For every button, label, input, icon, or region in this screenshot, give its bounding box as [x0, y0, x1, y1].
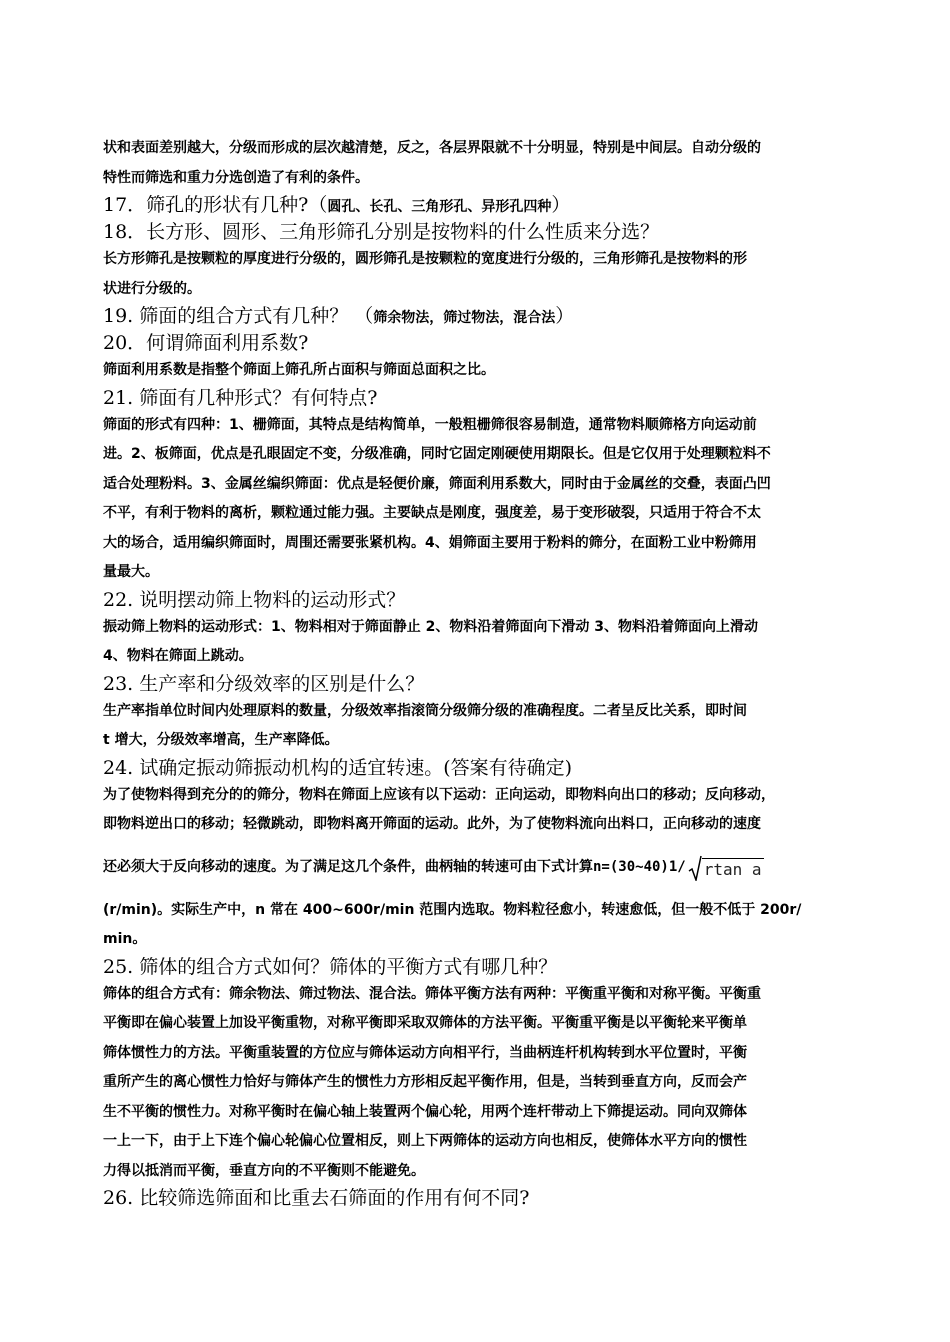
question-heading: [103, 1186, 853, 1211]
question-text: 25. 筛体的组合方式如何？筛体的平衡方式有哪几种？: [103, 955, 558, 978]
square-root-radicand: rtan a: [703, 859, 762, 879]
question-tail: ）: [551, 194, 571, 216]
answer-line: 为了使物料得到充分的的筛分，物料在筛面上应该有以下运动：正向运动，即物料向出口的移动；反向移动，: [103, 786, 775, 803]
question-heading: [103, 193, 853, 220]
square-root-symbol: [688, 855, 764, 881]
question-text: 21. 筛面有几种形式？有何特点?: [103, 386, 378, 409]
answer-line: 筛面的形式有四种：1、栅筛面，其特点是结构简单，一般粗栅筛很容易制造，通常物料顺筛格方向运动前: [103, 416, 757, 433]
answer-paragraph: [103, 697, 853, 756]
answer-line: 振动筛上物料的运动形式：1、物料相对于筛面静止 2、物料沿着筛面向下滑动 3、物料沿着筛面向上滑动: [103, 618, 758, 635]
answer-line: 筛体惯性力的方法。平衡重装置的方位应与筛体运动方向相平行，当曲柄连杆机构转到水平位置时，平衡: [103, 1044, 747, 1061]
formula-expression: n=(30~40)1/: [593, 858, 686, 875]
question-text: 19. 筛面的组合方式有几种？ （: [103, 305, 374, 327]
question-text: 20．何谓筛面利用系数?: [103, 332, 309, 354]
answer-line: 即物料逆出口的移动；轻微跳动，即物料离开筛面的运动。此外，为了使物料流向出料口，正向移动的速度: [103, 816, 761, 832]
answer-line: t 增大，分级效率增高，生产率降低。: [103, 732, 339, 748]
question-text: 26. 比较筛选筛面和比重去石筛面的作用有何不同?: [103, 1187, 530, 1209]
answer-line: 量最大。: [103, 564, 159, 580]
answer-paragraph: [103, 134, 853, 193]
answer-paragraph: [103, 980, 853, 1187]
answer-paragraph: [103, 781, 853, 840]
answer-paragraph: [103, 896, 853, 955]
question-text: 24. 试确定振动筛振动机构的适宜转速。(答案有待确定): [103, 756, 573, 779]
question-heading: [103, 304, 853, 331]
question-heading: [103, 386, 853, 411]
question-heading: [103, 331, 853, 356]
answer-line: 生产率指单位时间内处理原料的数量，分级效率指滚筒分级筛分级的准确程度。二者呈反比关系，即时间: [103, 702, 747, 719]
question-heading: [103, 588, 853, 613]
formula-lead-text: 还必须大于反向移动的速度。为了满足这几个条件，曲柄轴的转速可由下式计算: [103, 858, 593, 875]
question-text: 17．筛孔的形状有几种?（: [103, 194, 328, 216]
answer-line: 特性而筛选和重力分选创造了有利的条件。: [103, 169, 369, 186]
question-heading: [103, 955, 853, 980]
formula-paragraph: [103, 840, 853, 896]
answer-line: 大的场合，适用编织筛面时，周围还需要张紧机构。4、娟筛面主要用于粉料的筛分，在面粉工业中粉筛用: [103, 534, 757, 551]
answer-line: 一上一下，由于上下连个偏心轮偏心位置相反，则上下两筛体的运动方向也相反，使筛体水平方向的惯性: [103, 1133, 747, 1149]
answer-paragraph: [103, 411, 853, 588]
answer-line: min。: [103, 931, 147, 947]
question-tail: ）: [555, 305, 575, 327]
question-inline-answer: 筛余物法，筛过物法，混合法: [373, 310, 556, 326]
document-body: [103, 134, 853, 1211]
answer-line: 平衡即在偏心装置上加设平衡重物，对称平衡即采取双筛体的方法平衡。平衡重平衡是以平衡轮来平衡单: [103, 1015, 747, 1031]
answer-paragraph: [103, 613, 853, 672]
answer-line: 筛面利用系数是指整个筛面上筛孔所占面积与筛面总面积之比。: [103, 362, 495, 378]
answer-line: 生不平衡的惯性力。对称平衡时在偏心轴上装置两个偏心轮，用两个连杆带动上下筛提运动。同向双筛体: [103, 1103, 747, 1120]
question-inline-answer: 圆孔、长孔、三角形孔、异形孔四种: [327, 199, 552, 215]
answer-line: (r/min)。实际生产中，n 常在 400~600r/min 范围内选取。物料粒径愈小，转速愈低，但一般不低于 200r/: [103, 901, 802, 918]
answer-line: 不平，有利于物料的离析，颗粒通过能力强。主要缺点是刚度，强度差，易于变形破裂，只适用于符合不太: [103, 505, 761, 521]
question-text: 18．长方形、圆形、三角形筛孔分别是按物料的什么性质来分选？: [103, 221, 660, 243]
question-text: 23. 生产率和分级效率的区别是什么？: [103, 672, 425, 695]
answer-line: 状进行分级的。: [103, 280, 201, 297]
question-heading: [103, 672, 853, 697]
answer-line: 长方形筛孔是按颗粒的厚度进行分级的，圆形筛孔是按颗粒的宽度进行分级的，三角形筛孔是按物料的形: [103, 251, 747, 267]
question-heading: [103, 756, 853, 781]
answer-line: 力得以抵消而平衡，垂直方向的不平衡则不能避免。: [103, 1162, 425, 1179]
answer-line: 适合处理粉料。3、金属丝编织筛面：优点是轻便价廉，筛面利用系数大，同时由于金属丝的交叠，表面凸凹: [103, 475, 771, 492]
question-text: 22. 说明摆动筛上物料的运动形式？: [103, 588, 406, 611]
answer-line: 筛体的组合方式有：筛余物法、筛过物法、混合法。筛体平衡方法有两种：平衡重平衡和对称平衡。平衡重: [103, 985, 761, 1002]
answer-line: 进。2、板筛面，优点是孔眼固定不变，分级准确，同时它固定刚硬使用期限长。但是它仅用于处理颗粒料不: [103, 446, 771, 462]
answer-paragraph: [103, 245, 853, 304]
answer-line: 4、物料在筛面上跳动。: [103, 648, 253, 664]
question-heading: [103, 220, 853, 245]
answer-line: 重所产生的离心惯性力恰好与筛体产生的惯性力方形相反起平衡作用，但是，当转到垂直方向，反而会产: [103, 1074, 747, 1090]
answer-line: 状和表面差别越大，分级而形成的层次越清楚，反之，各层界限就不十分明显，特别是中间层。自动分级的: [103, 140, 761, 156]
answer-paragraph: [103, 356, 853, 386]
